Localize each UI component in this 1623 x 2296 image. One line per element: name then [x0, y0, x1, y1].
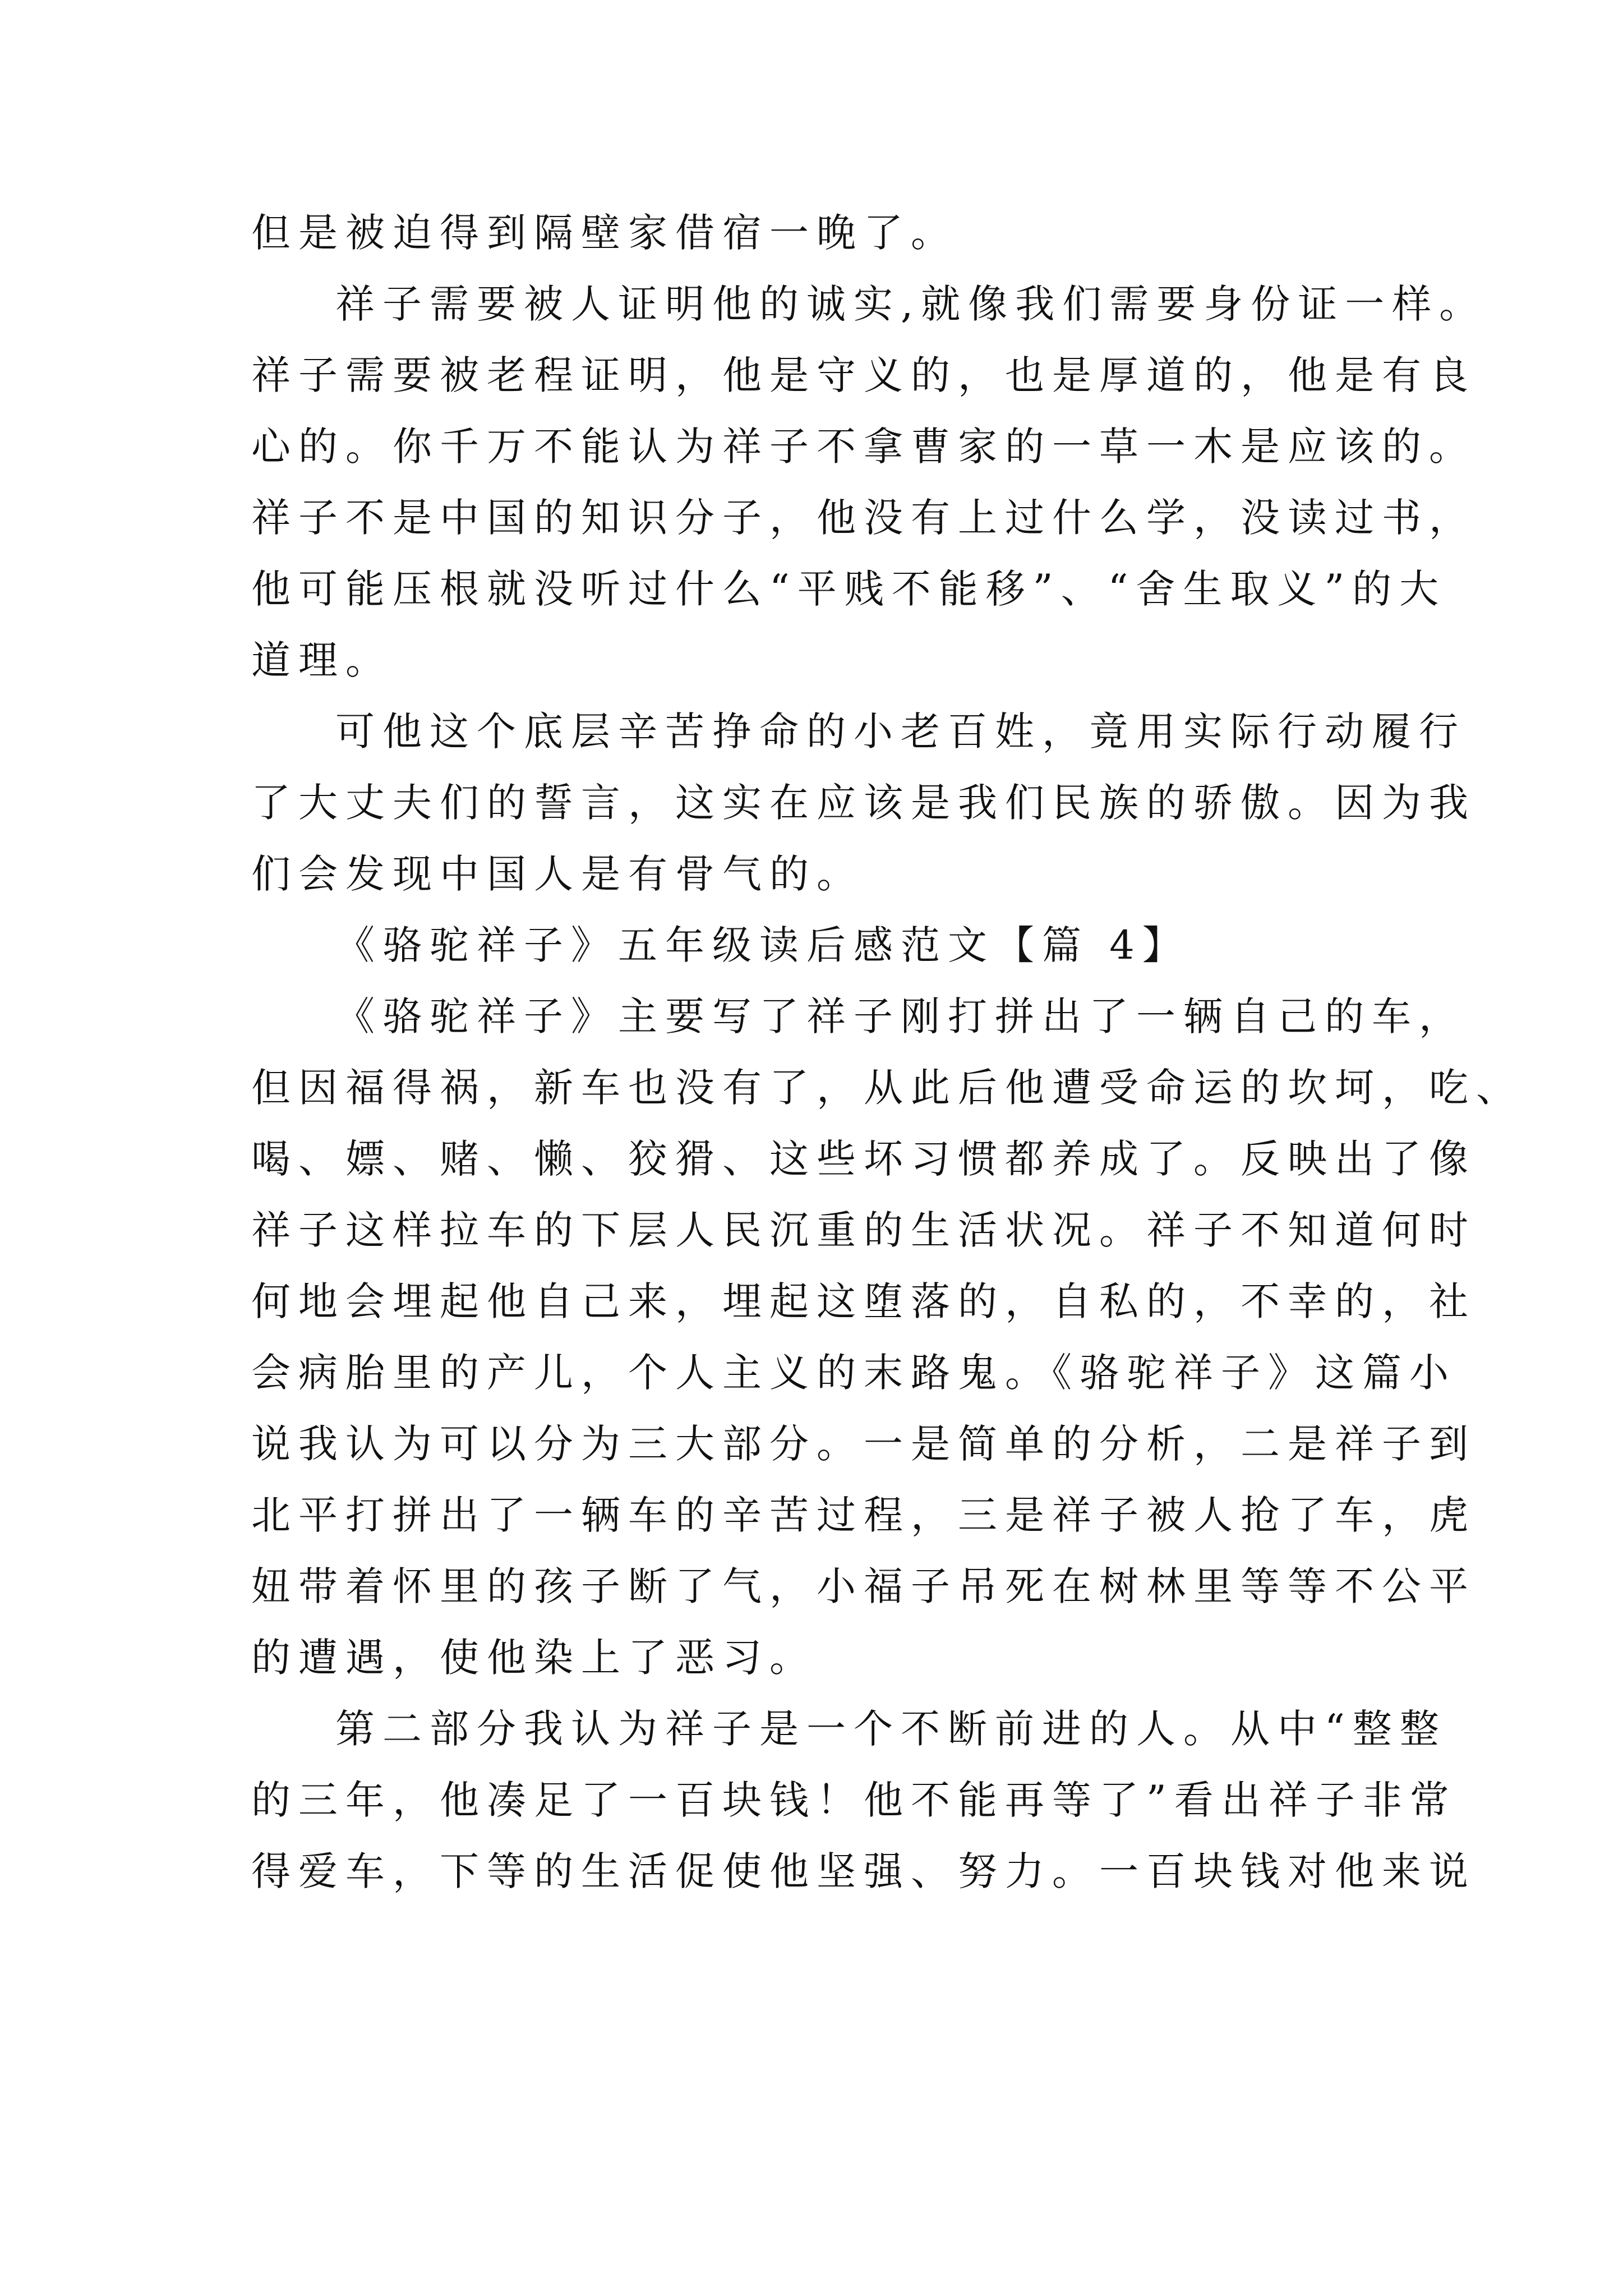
text-line: 心的。你千万不能认为祥子不拿曹家的一草一木是应该的。: [251, 424, 1476, 470]
text-line: 北平打拼出了一辆车的辛苦过程，三是祥子被人抢了车，虎: [251, 1492, 1476, 1538]
text-line: 祥子不是中国的知识分子，他没有上过什么学，没读过书，: [251, 495, 1476, 541]
text-line: 祥子需要被老程证明，他是守义的，也是厚道的，他是有良: [251, 352, 1476, 398]
text-line: 妞带着怀里的孩子断了气，小福子吊死在树林里等等不公平: [251, 1563, 1476, 1609]
paragraph-start-line: 第二部分我认为祥子是一个不断前进的人。从中“整整: [335, 1706, 1447, 1752]
text-line: 道理。: [251, 637, 393, 683]
text-line: 但是被迫得到隔壁家借宿一晚了。: [251, 210, 958, 256]
text-line: 得爱车，下等的生活促使他坚强、努力。一百块钱对他来说: [251, 1848, 1476, 1894]
text-line: 会病胎里的产儿，个人主义的末路鬼。《骆驼祥子》这篇小: [251, 1350, 1456, 1396]
paragraph-start-line: 可他这个底层辛苦挣命的小老百姓，竟用实际行动履行: [335, 708, 1466, 754]
text-line: 祥子这样拉车的下层人民沉重的生活状况。祥子不知道何时: [251, 1207, 1476, 1253]
text-line: 喝、嫖、赌、懒、狡猾、这些坏习惯都养成了。反映出了像: [251, 1136, 1476, 1182]
text-line: 的三年，他凑足了一百块钱！他不能再等了”看出祥子非常: [251, 1777, 1457, 1823]
text-line: 但因福得祸，新车也没有了，从此后他遭受命运的坎坷，吃、: [251, 1065, 1523, 1111]
paragraph-start-line: 《骆驼祥子》主要写了祥子刚打拼出了一辆自己的车，: [335, 993, 1466, 1039]
text-line: 他可能压根就没听过什么“平贱不能移”、“舍生取义”的大: [251, 566, 1447, 612]
text-line: 们会发现中国人是有骨气的。: [251, 851, 864, 897]
text-line: 何地会埋起他自己来，埋起这堕落的，自私的，不幸的，社: [251, 1278, 1476, 1324]
section-heading: 《骆驼祥子》五年级读后感范文【篇 4】: [335, 922, 1189, 968]
text-line: 的遭遇，使他染上了恶习。: [251, 1635, 817, 1681]
document-body: [251, 197, 1523, 1907]
text-line: 了大丈夫们的誓言，这实在应该是我们民族的骄傲。因为我: [251, 780, 1476, 826]
text-line: 说我认为可以分为三大部分。一是简单的分析，二是祥子到: [251, 1421, 1476, 1467]
paragraph-start-line: 祥子需要被人证明他的诚实,就像我们需要身份证一样。: [335, 281, 1487, 327]
